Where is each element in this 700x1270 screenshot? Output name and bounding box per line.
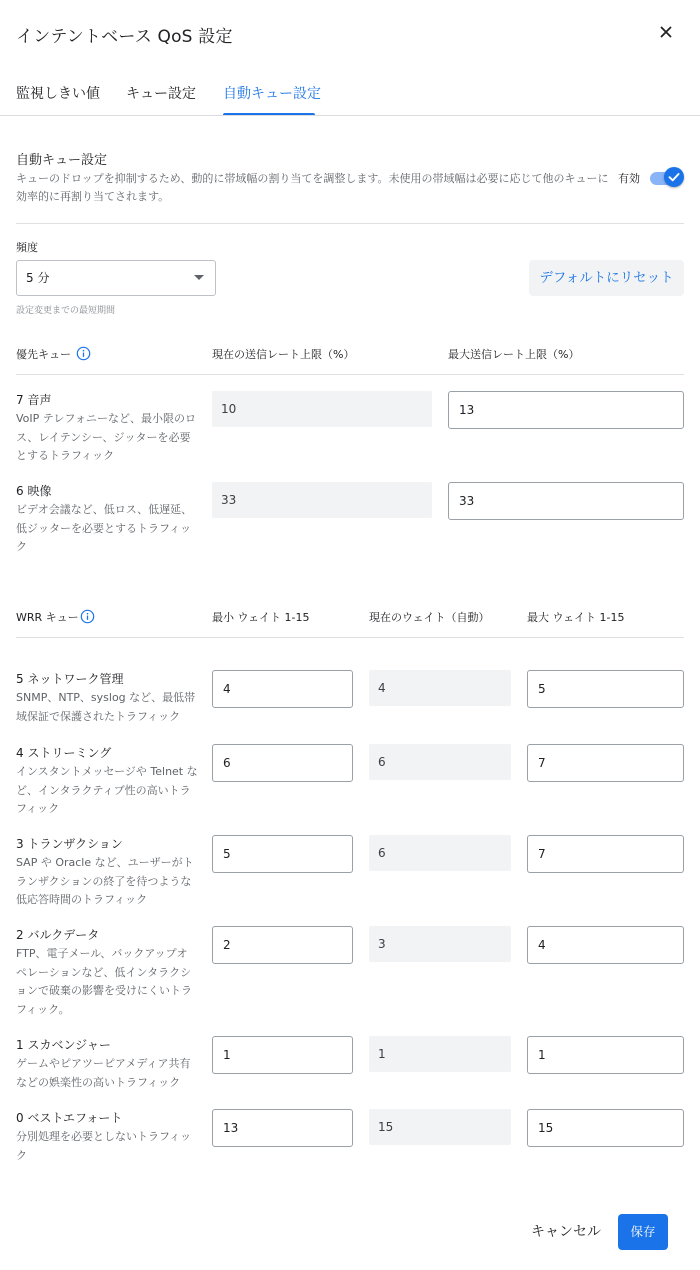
current-weight-value: 4 (369, 670, 511, 706)
cancel-button[interactable]: キャンセル (531, 1224, 601, 1240)
current-weight-value: 15 (369, 1109, 511, 1145)
wrr-queue-header: WRR キュー (16, 611, 79, 624)
wrr-header-divider (16, 637, 684, 638)
frequency-label: 頻度 (16, 241, 38, 254)
toggle-label: 有効 (618, 172, 640, 185)
dropdown-arrow-icon (194, 275, 204, 280)
priority-queue-header: 優先キュー (16, 348, 71, 361)
current-weight-header: 現在のウェイト（自動） (369, 611, 490, 624)
frequency-select[interactable] (16, 260, 216, 296)
info-icon[interactable] (76, 346, 91, 361)
queue-description: 分別処理を必要としないトラフィック (16, 1130, 192, 1162)
queue-description: ビデオ会議など、低ロス、低遅延、低ジッターを必要とするトラフィック (16, 503, 193, 553)
min-weight-input[interactable]: 6 (212, 744, 353, 782)
current-weight-value: 3 (369, 926, 511, 962)
close-icon[interactable] (656, 22, 676, 42)
queue-name: 4 ストリーミング (16, 746, 112, 760)
current-weight-value: 1 (369, 1036, 511, 1072)
min-weight-input[interactable]: 2 (212, 926, 353, 964)
queue-name: 1 スカベンジャー (16, 1038, 111, 1052)
queue-description: インスタントメッセージや Telnet など、インタラクティブ性の高いトラフィック (16, 765, 198, 815)
max-weight-input[interactable]: 1 (527, 1036, 684, 1074)
info-icon[interactable] (80, 609, 95, 624)
queue-name: 6 映像 (16, 484, 52, 498)
queue-name: 3 トランザクション (16, 837, 123, 851)
max-rate-input[interactable]: 13 (448, 391, 684, 429)
dialog-title: インテントベース QoS 設定 (16, 27, 233, 47)
min-weight-input[interactable]: 13 (212, 1109, 353, 1147)
save-button[interactable]: 保存 (618, 1214, 668, 1250)
min-weight-input[interactable]: 5 (212, 835, 353, 873)
queue-name: 2 バルクデータ (16, 928, 100, 942)
queue-name: 5 ネットワーク管理 (16, 672, 124, 686)
queue-name: 7 音声 (16, 393, 52, 407)
auto-queue-description: キューのドロップを抑制するため、動的に帯域幅の割り当てを調整します。未使用の帯域幅は必要に応じて他のキューに効率的に再割り当てされます。 (16, 172, 609, 203)
max-weight-input[interactable]: 5 (527, 670, 684, 708)
tab-queue-settings[interactable]: キュー設定 (126, 86, 196, 102)
reset-defaults-button[interactable]: デフォルトにリセット (529, 260, 684, 296)
queue-description: ゲームやピアツーピアメディア共有などの娯楽性の高いトラフィック (16, 1057, 191, 1089)
auto-queue-title: 自動キュー設定 (16, 153, 108, 168)
max-rate-limit-header: 最大送信レート上限（%） (448, 348, 580, 361)
max-weight-input[interactable]: 7 (527, 744, 684, 782)
current-rate-value: 10 (212, 391, 432, 427)
current-weight-value: 6 (369, 744, 511, 780)
min-weight-input[interactable]: 4 (212, 670, 353, 708)
auto-queue-toggle[interactable] (648, 167, 684, 189)
queue-description: FTP、電子メール、バックアップオペレーションなど、低インタラクションで破棄の影響を受けにくいトラフィック。 (16, 947, 192, 1016)
queue-description: VoIP テレフォニーなど、最小限のロス、レイテンシー、ジッターを必要とするトラフィック (16, 412, 197, 462)
max-rate-input[interactable]: 33 (448, 482, 684, 520)
frequency-value: 5 分 (26, 271, 50, 285)
queue-name: 0 ベストエフォート (16, 1111, 123, 1125)
tab-auto-queue-settings[interactable]: 自動キュー設定 (223, 86, 321, 102)
priority-header-divider (16, 374, 684, 375)
current-rate-limit-header: 現在の送信レート上限（%） (212, 348, 355, 361)
current-rate-value: 33 (212, 482, 432, 518)
section-divider (16, 223, 684, 224)
max-weight-header: 最大 ウェイト 1-15 (527, 611, 625, 624)
tabs-divider (0, 115, 700, 116)
queue-description: SAP や Oracle など、ユーザーがトランザクションの終了を待つような低応答時間のトラフィック (16, 856, 194, 906)
tab-monitoring-thresholds[interactable]: 監視しきい値 (16, 86, 100, 102)
min-weight-input[interactable]: 1 (212, 1036, 353, 1074)
min-weight-header: 最小 ウェイト 1-15 (212, 611, 310, 624)
frequency-helper: 設定変更までの最短期間 (16, 306, 116, 316)
queue-description: SNMP、NTP、syslog など、最低帯域保証で保護されたトラフィック (16, 691, 196, 723)
check-icon (664, 167, 684, 187)
max-weight-input[interactable]: 4 (527, 926, 684, 964)
current-weight-value: 6 (369, 835, 511, 871)
toggle-knob (664, 167, 684, 187)
max-weight-input[interactable]: 7 (527, 835, 684, 873)
max-weight-input[interactable]: 15 (527, 1109, 684, 1147)
